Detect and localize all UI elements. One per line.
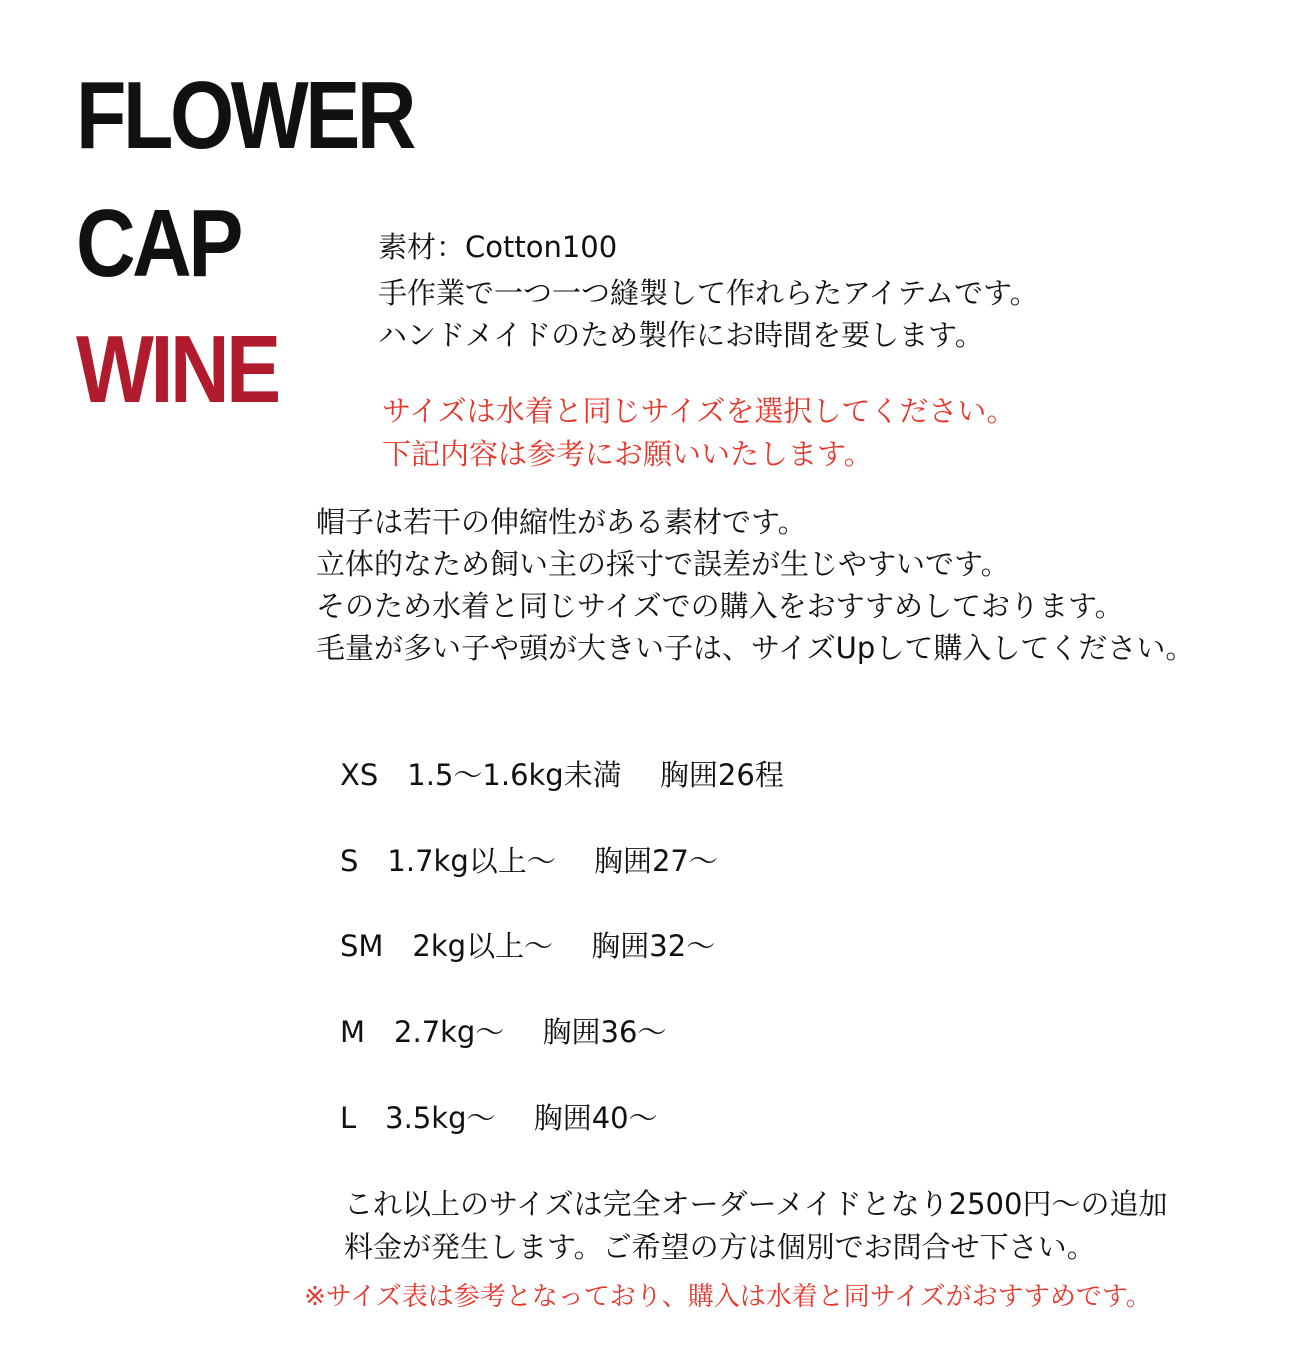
size-chart-footnote: ※サイズ表は参考となっており、購入は水着と同サイズがおすすめです。	[304, 1282, 1152, 1312]
title-wine: WINE	[76, 316, 278, 423]
size-row-xs: XS 1.5～1.6kg未満 胸囲26程	[340, 758, 784, 792]
custom-order-text-continued: 料金が発生します。ご希望の方は個別でお問合せ下さい。	[344, 1230, 1096, 1264]
custom-order-text: これ以上のサイズは完全オーダーメイドとなり2500円～の追加	[344, 1187, 1168, 1221]
title-cap: CAP	[76, 190, 240, 297]
size-row-sm: SM 2kg以上～ 胸囲32～	[340, 929, 716, 963]
title-flower: FLOWER	[76, 62, 414, 169]
size-row-s: S 1.7kg以上～ 胸囲27～	[340, 844, 718, 878]
detail-line: そのため水着と同じサイズでの購入をおすすめしております。	[316, 589, 1124, 623]
detail-line: 毛量が多い子や頭が大きい子は、サイズUpして購入してください。	[316, 631, 1195, 665]
detail-line: 帽子は若干の伸縮性がある素材です。	[316, 505, 807, 539]
size-row-m: M 2.7kg～ 胸囲36～	[340, 1015, 667, 1049]
production-time-text: ハンドメイドのため製作にお時間を要します。	[378, 318, 984, 352]
reference-notice: 下記内容は参考にお願いいたします。	[382, 437, 873, 471]
size-row-l: L 3.5kg～ 胸囲40～	[340, 1101, 658, 1135]
material-text: 素材：Cotton100	[378, 230, 618, 264]
detail-line: 立体的なため飼い主の採寸で誤差が生じやすいです。	[316, 547, 1010, 581]
size-select-notice: サイズは水着と同じサイズを選択してください。	[382, 394, 1016, 428]
handmade-text: 手作業で一つ一つ縫製して作れらたアイテムです。	[378, 276, 1039, 310]
